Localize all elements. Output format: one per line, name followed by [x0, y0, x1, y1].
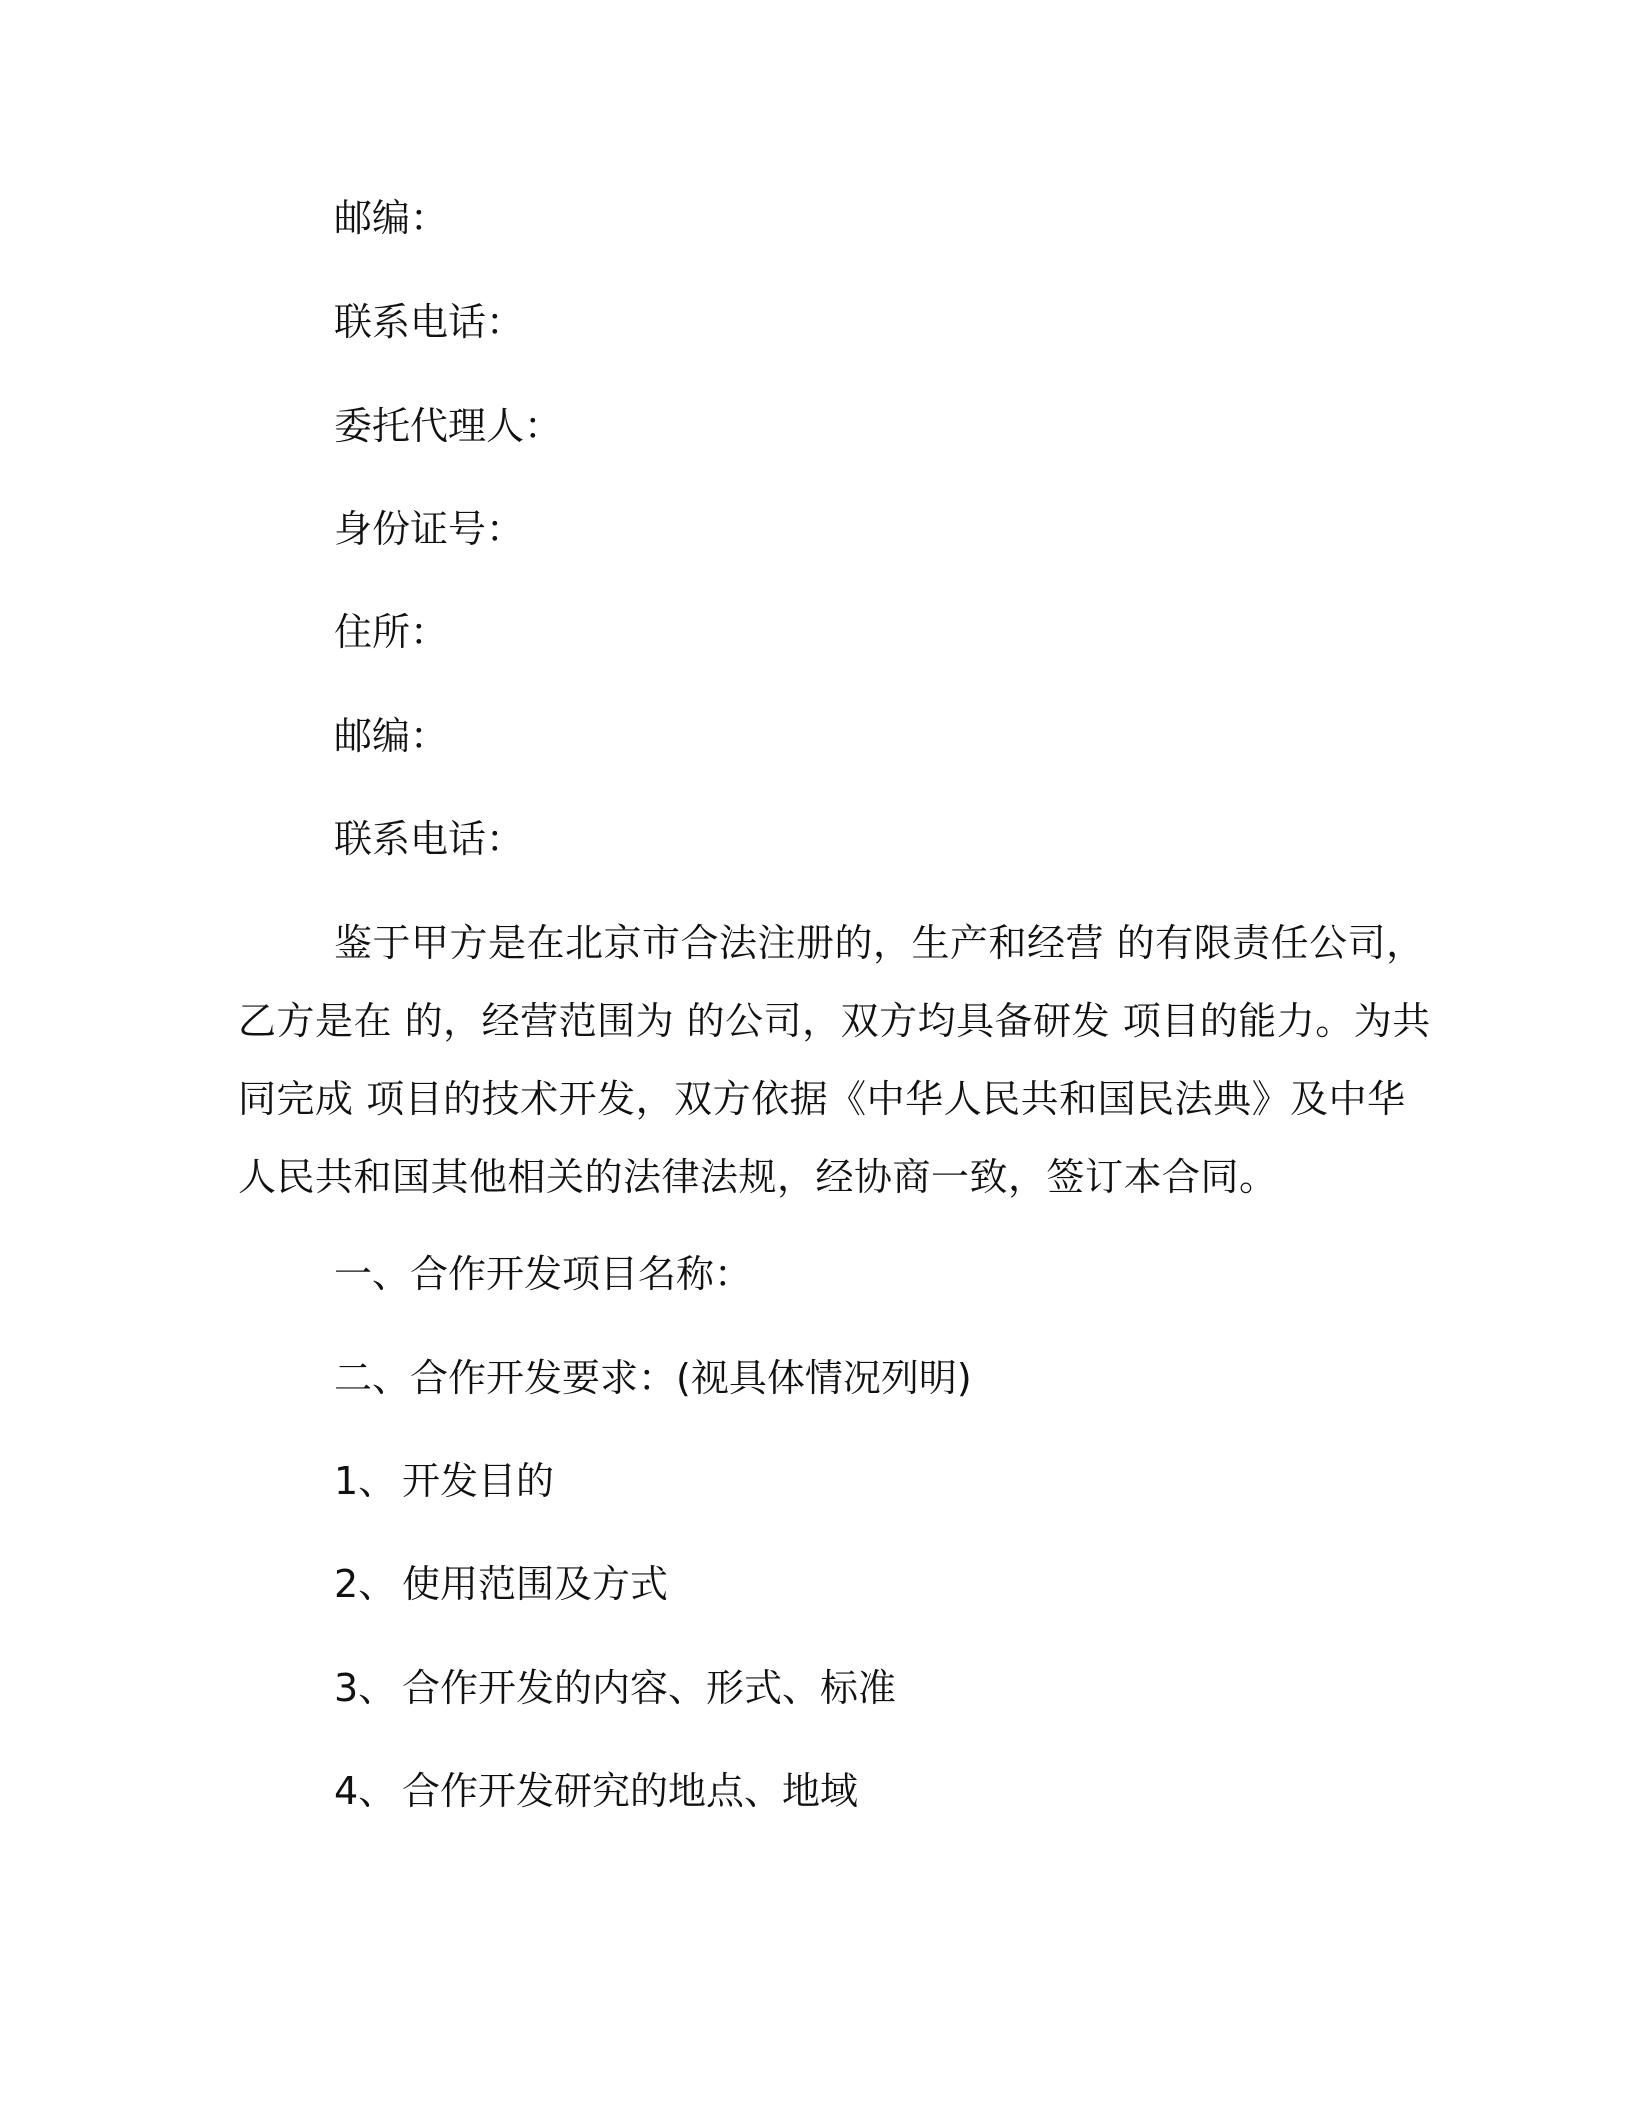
field-agent: 委托代理人：	[334, 404, 563, 448]
field-postcode-1: 邮编：	[334, 196, 449, 240]
list-item-text: 开发目的	[402, 1459, 555, 1503]
intro-paragraph	[238, 904, 1431, 1216]
intro-line: 乙方是在 的，经营范围为 的公司，双方均具备研发 项目的能力。为共	[238, 999, 1431, 1043]
list-item-text: 使用范围及方式	[402, 1562, 669, 1606]
field-phone-2: 联系电话：	[334, 817, 525, 861]
field-id-number: 身份证号：	[334, 507, 525, 551]
list-item	[334, 1455, 554, 1507]
list-item	[334, 1765, 858, 1817]
list-item	[334, 1558, 668, 1610]
field-postcode-2: 邮编：	[334, 714, 449, 758]
list-item-number: 1、	[334, 1459, 397, 1503]
intro-line: 人民共和国其他相关的法律法规，经协商一致，签订本合同。	[238, 1155, 1278, 1199]
field-phone-1: 联系电话：	[334, 300, 525, 344]
field-address: 住所：	[334, 610, 449, 654]
list-item-text: 合作开发研究的地点、地域	[402, 1769, 859, 1813]
list-item-number: 3、	[334, 1666, 397, 1710]
list-item-text: 合作开发的内容、形式、标准	[402, 1666, 897, 1710]
list-item-number: 4、	[334, 1769, 397, 1813]
intro-line: 同完成 项目的技术开发，双方依据《中华人民共和国民法典》及中华	[238, 1077, 1406, 1121]
section-heading-1: 一、合作开发项目名称：	[334, 1252, 753, 1296]
list-item	[334, 1662, 896, 1714]
intro-line: 鉴于甲方是在北京市合法注册的，生产和经营 的有限责任公司，	[334, 921, 1425, 965]
section-heading-2: 二、合作开发要求：(视具体情况列明)	[334, 1356, 972, 1400]
list-item-number: 2、	[334, 1562, 397, 1606]
